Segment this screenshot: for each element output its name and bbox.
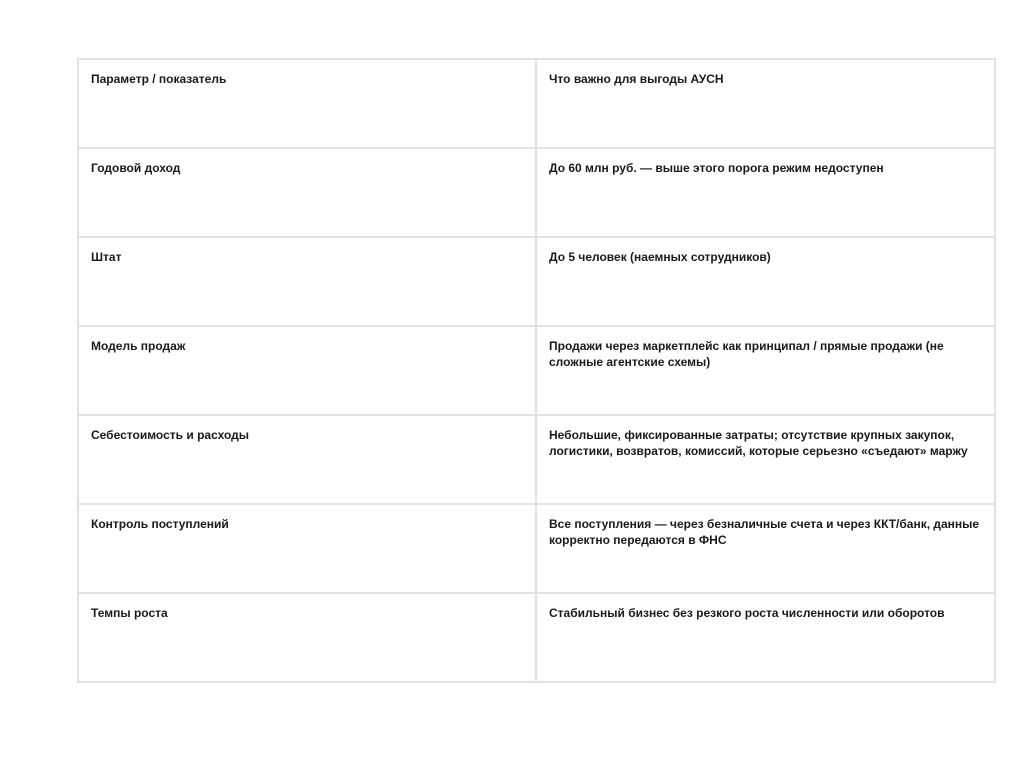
value-cell: Небольшие, фиксированные затраты; отсутствие крупных закупок, логистики, возвратов, комиссий, которые серьезно «съедают» маржу: [536, 415, 995, 504]
header-param-cell: Параметр / показатель: [78, 59, 536, 148]
table-row: [78, 593, 995, 682]
table-row: [78, 415, 995, 504]
value-cell: Все поступления — через безналичные счета и через ККТ/банк, данные корректно передаются в ФНС: [536, 504, 995, 593]
header-value-cell: Что важно для выгоды АУСН: [536, 59, 995, 148]
param-cell: Штат: [78, 237, 536, 326]
param-cell: Себестоимость и расходы: [78, 415, 536, 504]
param-cell: Модель продаж: [78, 326, 536, 415]
param-cell: Темпы роста: [78, 593, 536, 682]
table-row: [78, 148, 995, 237]
value-cell: До 60 млн руб. — выше этого порога режим недоступен: [536, 148, 995, 237]
ausn-criteria-table: [77, 58, 996, 683]
table-row: [78, 237, 995, 326]
param-cell: Годовой доход: [78, 148, 536, 237]
value-cell: До 5 человек (наемных сотрудников): [536, 237, 995, 326]
value-cell: Продажи через маркетплейс как принципал / прямые продажи (не сложные агентские схемы): [536, 326, 995, 415]
table-row: [78, 504, 995, 593]
value-cell: Стабильный бизнес без резкого роста численности или оборотов: [536, 593, 995, 682]
param-cell: Контроль поступлений: [78, 504, 536, 593]
table-header-row: [78, 59, 995, 148]
table-row: [78, 326, 995, 415]
